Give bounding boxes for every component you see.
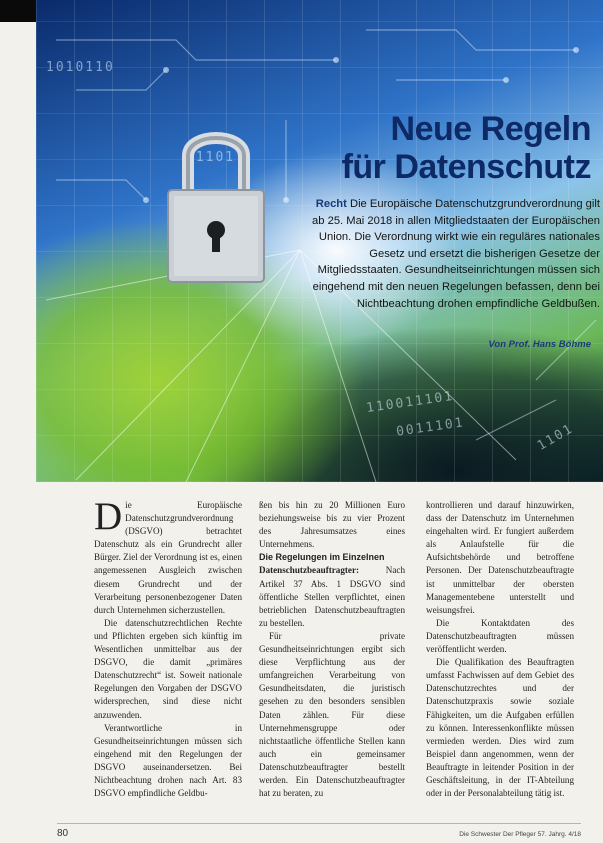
paragraph-text: Nach Artikel 37 Abs. 1 DSGVO sind öffentliche Stellen verpflichtet, einen betrieblichen Datenschutzbeauftragten zu bestellen. [259, 565, 405, 628]
binary-text: 0011101 [395, 415, 466, 440]
article-column [94, 495, 242, 800]
binary-text: 01101 [186, 150, 236, 165]
title-line: für Datenschutz [341, 148, 591, 186]
publication-info: Die Schwester Der Pfleger 57. Jahrg. 4/18 [459, 831, 581, 838]
page-number: 80 [57, 828, 69, 839]
footer-divider [57, 823, 581, 824]
hero-image [36, 0, 603, 482]
body-paragraph: Die Qualifikation des Beauftragten umfasst Fachwissen auf dem Gebiet des Datenschutzrechtes und der Datenschutzpraxis sowie soziale Fähigkeiten, um die Aufgaben erfüllen zu können. Interessenkonflikte müssen vermieden werden. Dies wird zum Beispiel dann angenommen, wenn der Beauftragte in leitender Position in der Geschäftsleitung, in der IT-Abteilung oder in der Personalabteilung tätig ist. [426, 657, 574, 799]
padlock-icon [164, 110, 268, 290]
body-paragraph: kontrollieren und darauf hinzuwirken, dass der Datenschutz im Unternehmen eingehalten wird. Er fungiert außerdem als Anlaufstelle für die Aufsichtsbehörde und betroffene Personen. Der Datenschutzbeauftragte ist unmittelbar der obersten Managementebene unterstellt und weisungsfrei. [426, 500, 574, 615]
body-paragraph: Die datenschutzrechtlichen Rechte und Pflichten ergeben sich künftig im Wesentlichen unmittelbar aus der DSGVO, die damit „primäres Datenschutzrecht“ ist. Soweit nationale Regelungen den Vorgaben der DSGVO widersprechen, sind diese nicht anzuwenden. [94, 617, 242, 720]
paragraph-lead-bold: Datenschutzbeauftragter: [259, 565, 360, 576]
title-line: Neue Regeln [390, 110, 591, 148]
binary-text: 1010110 [46, 60, 115, 75]
drop-cap: D [94, 495, 123, 538]
body-paragraph [259, 564, 405, 629]
body-paragraph [94, 495, 242, 617]
lead-text: Die Europäische Datenschutzgrundverordnung gilt ab 25. Mai 2018 in allen Mitgliedstaaten der Europäischen Union. Die Verordnung wirkt wie ein reguläres nationales Gesetz und ersetzt die bisherigen Gesetze der Mitgliedsstaaten. Gesundheitseinrichtungen müssen sich eingehend mit den neuen Regelungen befassen, denn bei Nichtbeachtung drohen empfindliche Geldbußen. [312, 198, 600, 310]
article-column [426, 499, 574, 800]
body-paragraph: Die Kontaktdaten des Datenschutzbeauftragten müssen veröffentlicht werden. [426, 617, 574, 655]
binary-text: 110011101 [365, 388, 456, 417]
article-title [342, 110, 591, 186]
body-paragraph: ßen bis hin zu 20 Millionen Euro beziehungsweise bis zu vier Prozent des Jahresumsatzes eines Unternehmens. [259, 500, 405, 550]
body-paragraph: Verantwortliche in Gesundheitseinrichtungen müssen sich eingehend mit den Regelungen der DSGVO auseinandersetzen. Bei Nichtbeachtung drohen nach Art. 83 DSGVO empfindliche Geldbu- [94, 722, 242, 799]
paragraph-text: ie Europäische Datenschutzgrundverordnung (DSGVO) betrachtet Datenschutz als ein Grundrecht aller Bürger. Ziel der Verordnung ist es, einen angemessenen Ausgleich zwischen diesem Grundrecht und der Verarbeitung personenbezogener Daten durch Unternehmen sicherzustellen. [94, 500, 242, 615]
binary-text: 1101 [534, 421, 577, 454]
author-byline: Von Prof. Hans Böhme [488, 339, 591, 350]
section-heading: Die Regelungen im Einzelnen [259, 552, 385, 563]
body-paragraph: Für private Gesundheitseinrichtungen ergibt sich diese Verpflichtung aus der umfangreichen Verarbeitung von Gesundheitsdaten, die juristisch gesehen zu den besonders sensiblen Daten zählen. Für diese Unternehmensgruppe oder nichtstaatliche öffentliche Stellen kann auch ein gemeinsamer Datenschutzbeauftragter bestellt werden. Ein Datenschutzbeauftragter hat zu beraten, zu [259, 630, 405, 799]
article-column [259, 499, 405, 800]
lead-paragraph [304, 196, 600, 312]
lead-keyword: Recht [315, 198, 347, 210]
